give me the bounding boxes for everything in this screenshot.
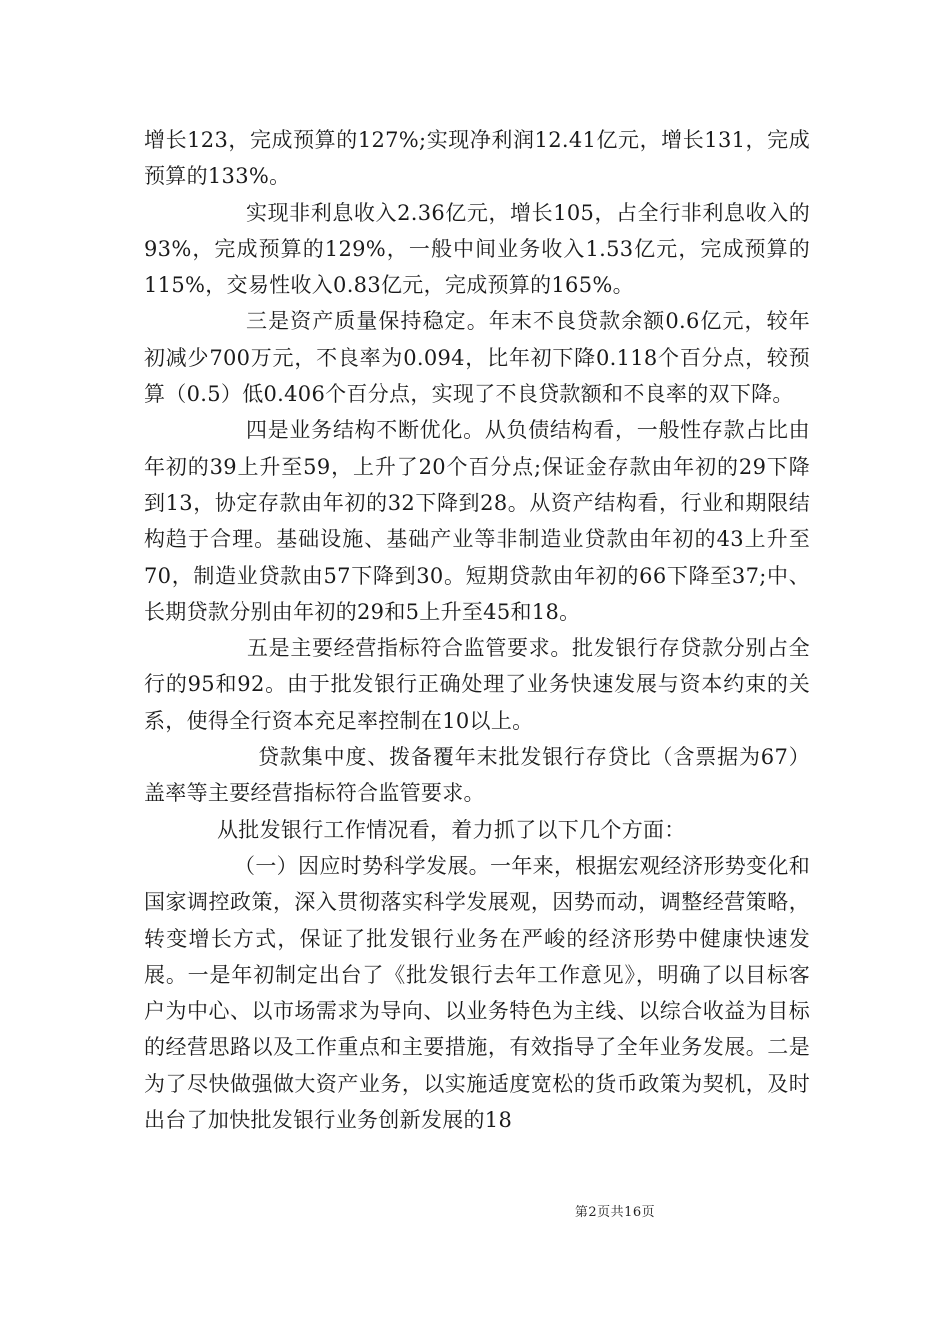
paragraph-8: （一）因应时势科学发展。一年来，根据宏观经济形势变化和国家调控政策，深入贯彻落实科学发展观，因势而动，调整经营策略，转变增长方式，保证了批发银行业务在严峻的经济形势中健康快速发展。一是年初制定出台了《批发银行去年工作意见》，明确了以目标客户为中心、以市场需求为导向、以业务特色为主线、以综合收益为目标的经营思路以及工作重点和主要措施，有效指导了全年业务发展。二是为了尽快做强做大资产业务，以实施适度宽松的货币政策为契机，及时出台了加快批发银行业务创新发展的18 [144, 853, 810, 1133]
page-number-footer: 第2页共16页 [574, 1205, 656, 1220]
paragraph-1: 增长123，完成预算的127%;实现净利润12.41亿元，增长131，完成预算的133%。 [144, 128, 810, 189]
paragraph-4: 四是业务结构不断优化。从负债结构看，一般性存款占比由年初的39上升至59，上升了20个百分点;保证金存款由年初的29下降到13，协定存款由年初的32下降到28。从资产结构看，行业和期限结构趋于合理。基础设施、基础产业等非制造业贷款由年初的43上升至70，制造业贷款由57下降到30。短期贷款由年初的66下降至37;中、长期贷款分别由年初的29和5上升至45和18。 [144, 418, 810, 624]
paragraph-5: 五是主要经营指标符合监管要求。批发银行存贷款分别占全行的95和92。由于批发银行正确处理了业务快速发展与资本约束的关系，使得全行资本充足率控制在10以上。 [144, 636, 810, 733]
document-body [144, 122, 810, 1138]
paragraph-6: 贷款集中度、拨备覆年末批发银行存贷比（含票据为67）盖率等主要经营指标符合监管要求。 [144, 745, 810, 806]
paragraph-3: 三是资产质量保持稳定。年末不良贷款余额0.6亿元，较年初减少700万元，不良率为0.094，比年初下降0.118个百分点，较预算（0.5）低0.406个百分点，实现了不良贷款额和不良率的双下降。 [144, 309, 810, 407]
paragraph-7: 从批发银行工作情况看，着力抓了以下几个方面： [217, 817, 686, 842]
paragraph-2: 实现非利息收入2.36亿元，增长105，占全行非利息收入的93%，完成预算的129%，一般中间业务收入1.53亿元，完成预算的115%，交易性收入0.83亿元，完成预算的165%。 [144, 200, 810, 298]
